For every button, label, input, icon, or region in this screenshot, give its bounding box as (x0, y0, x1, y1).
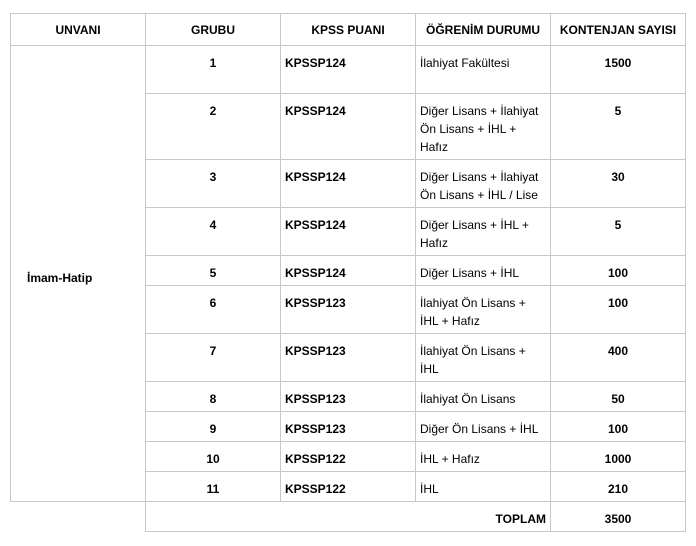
durum-cell: İlahiyat Ön Lisans + İHL (416, 334, 551, 382)
puan-cell: KPSSP124 (281, 160, 416, 208)
header-row (11, 14, 686, 46)
table-row (11, 46, 686, 94)
grubu-cell: 4 (146, 208, 281, 256)
durum-cell: İHL + Hafız (416, 442, 551, 472)
total-row (11, 502, 686, 532)
kontenjan-cell: 210 (551, 472, 686, 502)
grubu-cell: 3 (146, 160, 281, 208)
header-grubu: GRUBU (146, 14, 281, 46)
header-kpss-puani: KPSS PUANI (281, 14, 416, 46)
grubu-cell: 9 (146, 412, 281, 442)
kontenjan-cell: 400 (551, 334, 686, 382)
durum-cell: İlahiyat Ön Lisans + İHL + Hafız (416, 286, 551, 334)
kontenjan-cell: 100 (551, 286, 686, 334)
durum-cell: Diğer Lisans + İHL (416, 256, 551, 286)
puan-cell: KPSSP123 (281, 334, 416, 382)
header-kontenjan-sayisi: KONTENJAN SAYISI (551, 14, 686, 46)
durum-cell: İlahiyat Ön Lisans (416, 382, 551, 412)
puan-cell: KPSSP124 (281, 46, 416, 94)
durum-cell: İlahiyat Fakültesi (416, 46, 551, 94)
puan-cell: KPSSP123 (281, 382, 416, 412)
total-label: TOPLAM (146, 502, 551, 532)
durum-cell: Diğer Lisans + İlahiyat Ön Lisans + İHL / Lise (416, 160, 551, 208)
puan-cell: KPSSP123 (281, 286, 416, 334)
header-ogrenim-durumu: ÖĞRENİM DURUMU (416, 14, 551, 46)
kontenjan-cell: 1500 (551, 46, 686, 94)
grubu-cell: 6 (146, 286, 281, 334)
total-value: 3500 (551, 502, 686, 532)
header-unvani: UNVANI (11, 14, 146, 46)
grubu-cell: 7 (146, 334, 281, 382)
unvan-cell: İmam-Hatip (11, 46, 146, 502)
durum-cell: Diğer Lisans + İlahiyat Ön Lisans + İHL + Hafız (416, 94, 551, 160)
kontenjan-cell: 5 (551, 208, 686, 256)
durum-cell: İHL (416, 472, 551, 502)
kontenjan-cell: 50 (551, 382, 686, 412)
grubu-cell: 5 (146, 256, 281, 286)
grubu-cell: 10 (146, 442, 281, 472)
grubu-cell: 8 (146, 382, 281, 412)
blank-cell (11, 502, 146, 532)
puan-cell: KPSSP124 (281, 208, 416, 256)
kontenjan-cell: 100 (551, 256, 686, 286)
durum-cell: Diğer Ön Lisans + İHL (416, 412, 551, 442)
grubu-cell: 11 (146, 472, 281, 502)
quota-table (10, 13, 686, 532)
puan-cell: KPSSP123 (281, 412, 416, 442)
puan-cell: KPSSP122 (281, 472, 416, 502)
kontenjan-cell: 100 (551, 412, 686, 442)
durum-cell: Diğer Lisans + İHL + Hafız (416, 208, 551, 256)
kontenjan-cell: 1000 (551, 442, 686, 472)
puan-cell: KPSSP124 (281, 256, 416, 286)
kontenjan-cell: 30 (551, 160, 686, 208)
puan-cell: KPSSP122 (281, 442, 416, 472)
kontenjan-cell: 5 (551, 94, 686, 160)
grubu-cell: 2 (146, 94, 281, 160)
grubu-cell: 1 (146, 46, 281, 94)
puan-cell: KPSSP124 (281, 94, 416, 160)
